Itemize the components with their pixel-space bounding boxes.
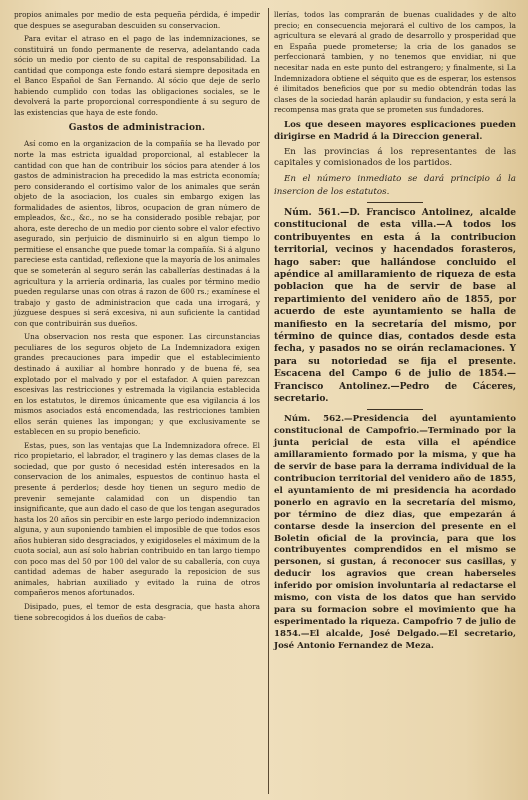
continuation-paragraph: llerías, todos las comprarán de buenas cualidades y de alto precio; en consecuencia mejorará el cultivo de los campos, la agricultura se elevará al grado de desarrollo y prosperidad que en España puede prometerse; la cria de los ganados se perfeccionará tambien, y no tenemos que envidiar, ni que necesitar nada en este punto del estrangero; y finalmente, si La Indemnizadora obtiene el séquito que es de esperar, los estensos é ilimitados beneficios que por su medio obtendrán todas las clases de la sociedad harán aplaudir su fundacion, y esta será la recompensa mas grata que se prometen sus fundadores. (274, 10, 516, 115)
left-paragraph: Estas, pues, son las ventajas que La Indemnizadora ofrece. El rico propietario, el labrador, el traginero y las demas clases de la sociedad, que por gusto ó necesidad estén interesados en la conservacion de los animales, espuestos de continuo hasta el presente á perderlos; desde hoy tienen un seguro medio de prevenir semejante calamidad con un dispendio tan insignificante, que aun dado el caso de que los tengan asegurados hasta los 20 años sin percibir en este largo periodo indemnizacion alguna, y aun suponiendo tambien el imposible de que todos esos años hubieran sido desgraciados, y exigidoseles el máximum de la cuota social, aun así solo habrian contribuido en tan largo tiempo con poco mas del 50 por 100 del valor de su caballería, con cuya cantidad ademas de haber asegurado la reposicion de sus animales, habrian auxiliado y evitado la ruina de otros compañeros menos afortunados. (14, 440, 260, 598)
left-paragraph: propios animales por medio de esta pequeña pérdida, é impedir que despues se aseguraban descuiden su conservacion. (14, 10, 260, 30)
announcement-561: Núm. 561.—D. Francisco Antolinez, alcalde constitucional de esta villa.—A todos los contribuyentes en esta á la contribucion territorial, vecinos y hacendados forasteros, hago saber: que hallándose concluido el apéndice al amillaramiento de riqueza de esta poblacion que ha de servir de base al repartimiento del venidero año de 1855, por acuerdo de este ayuntamiento se halla de manifiesto en la secretaría del mismo, por término de quince dias, contados desde esta fecha, y pasados no se oirán reclamaciones. Y para su notoriedad se fija el presente. Escacena del Campo 6 de julio de 1854.—Francisco Antolinez.—Pedro de Cáceres, secretario. (274, 206, 516, 405)
separator-rule (367, 409, 423, 410)
notice-direccion: Los que deseen mayores esplicaciones pueden dirigirse en Madrid á la Direccion general. (274, 119, 516, 143)
notice-provincias: En las provincias á los representantes de las capitales y comisionados de los partidos. (274, 146, 516, 169)
separator-rule (367, 202, 423, 203)
section-heading: Gastos de administracion. (68, 123, 206, 134)
left-paragraph: Disipado, pues, el temor de esta desgracia, que hasta ahora tiene sobrecogidos á los dueños de caba- (14, 601, 260, 622)
announcement-562: Núm. 562.—Presidencia del ayuntamiento constitucional de Campofrio.—Terminado por la junta pericial de esta villa el apéndice amillaramiento formado por la misma, y que ha de servir de base para la derrama individual de la contribucion territorial del venidero año de 1855, el ayuntamiento de mi presidencia ha acordado ponerlo en agravio en la secretaría del mismo, por término de diez dias, que empezarán á contarse desde la insercion del presente en el Boletin oficial de la provincia, para que los contribuyentes comprendidos en el mismo se personen, si gustan, á reconocer sus casillas, y deducir los agravios que crean haberseles inferido por omision involuntaria al redactarse el mismo, con vista de los datos que han servido para su formacion sobre el movimiento que ha esperimentado la riqueza. Campofrio 7 de julio de 1854.—El alcalde, José Delgado.—El secretario, José Antonio Fernandez de Meza. (274, 414, 516, 651)
left-paragraph: Una observacion nos resta que esponer. Las circunstancias peculiares de los seguros objeto de La Indemnizadora exigen grandes precauciones para impedir que el establecimiento destinado á auxiliar al hombre honrado y de buena fé, sea explotado por el malvado y por el estafador. A quien parezcan escesivas las restricciones y estremada la vigilancia establecida en los estatutos, le diremos únicamente que esa vigilancia á los mismos asociados está encomendada, las restricciones tambien ellos serán quienes las impongan; y que exclusivamente se establecen en su propio beneficio. (14, 332, 260, 437)
notice-estatutos: En el número inmediato se dará principio á la insercion de los estatutos. (274, 174, 516, 197)
right-column (274, 10, 516, 794)
left-column (14, 10, 264, 794)
left-paragraph: Para evitar el atraso en el pago de las indemnizaciones, se constituirá un fondo permanente de reserva, adelantando cada sócio un medio por ciento de su capital de responsabilidad. La cantidad que componga este fondo estará siempre depositada en el Banco Español de San Fernando. Al sócio que deje de serlo habiendo cumplido con todas las obligaciones sociales, se le devolverá la parte proporcional correspondiente á su seguro de las existencias que haya de este fondo. (14, 34, 260, 117)
left-paragraph: Así como en la organizacion de la compañía se ha llevado por norte la mas estricta igualdad proporcional, al establecer la cantidad con que han de contribuir los sócios para atender á los gastos de administracion ha precedido la mas estricta economía; pero considerando el cortísimo valor de los animales que serán objeto de la asociacion, los cuales sin embargo exigen las formalidades de asientos, libros, ocupacion de gran número de empleados, &c., &c., no se ha considerado posible rebajar, por ahora, este derecho de un medio por ciento sobre el valor efectivo asegurado, sin perjuicio de disminuirlo si en algun tiempo lo permitiese el ensanche que puede tomar la compañía. Si á alguno pareciese esta cantidad, reflexione que la mayoría de los animales que se someterán al seguro serán las caballerías destinadas á la agricultura y la arriería ordinaria, las cuales por término medio pueden regularse unas con otras á razon de 600 rs.; examínese el trabajo y gasto de administracion que cada una irrogará, y júzguese despues si será excesiva, ni aun suficiente la cantidad con que contribuirán sus dueños. (14, 139, 260, 328)
column-divider (268, 8, 269, 794)
